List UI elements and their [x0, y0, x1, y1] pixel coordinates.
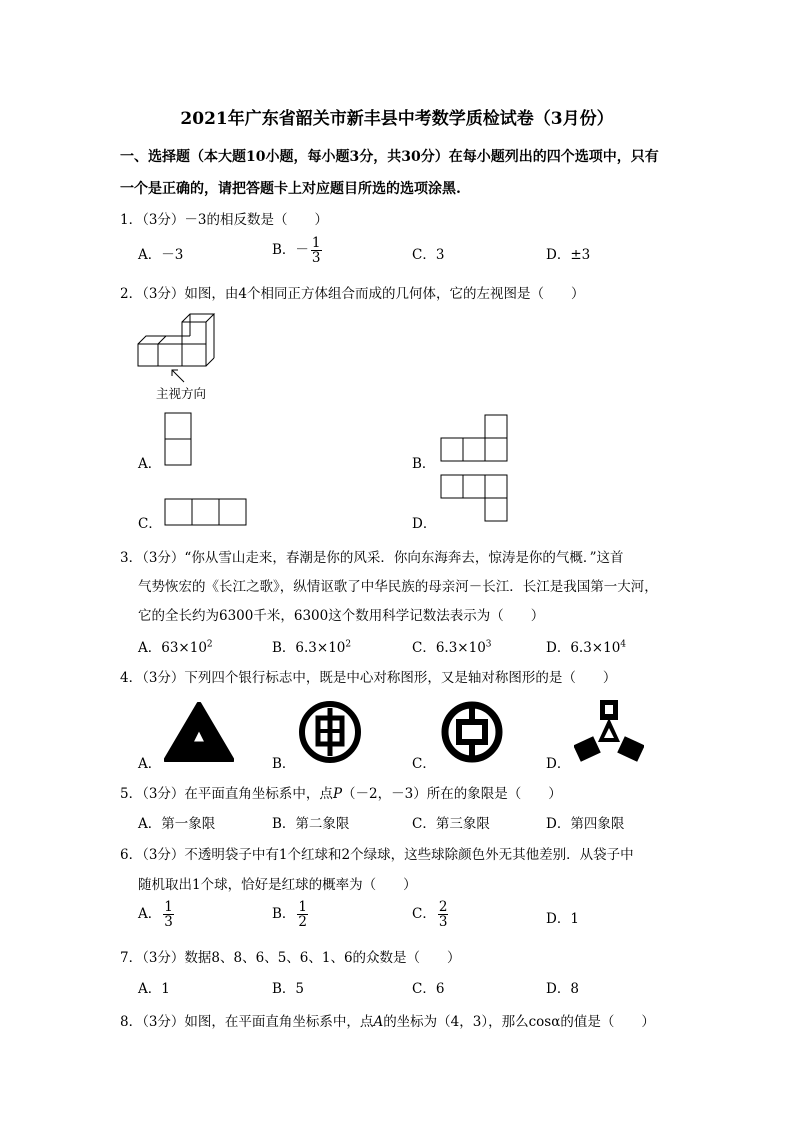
q2-option-c-figure: [164, 498, 247, 526]
section-heading-line1: 一、选择题（本大题10小题，每小题3分，共30分）在每小题列出的四个选项中，只有: [120, 149, 659, 165]
q2-option-d-figure: [440, 474, 508, 522]
q5-option-b: B．第二象限: [272, 816, 350, 832]
q4-option-a: A．: [138, 756, 162, 772]
question-4-stem: 4．（3分）下列四个银行标志中，既是中心对称图形，又是轴对称图形的是（ ）: [120, 670, 617, 686]
q1-option-d: D．±3: [546, 247, 591, 263]
q6-option-c: C． $\frac{2}{3}$: [412, 899, 448, 930]
q4-option-b: B．: [272, 756, 296, 772]
q3-option-d: D．$6.3\times 10^4$: [546, 639, 627, 656]
q4-logo-a-triangle-icon: [164, 702, 234, 762]
q2-option-d: D．: [412, 516, 437, 532]
question-6-stem-line1: 6．（3分）不透明袋子中有1个红球和2个绿球，这些球除颜色外无其他差别．从袋子中: [120, 847, 634, 863]
q2-solid-figure: [132, 310, 222, 385]
question-3-stem-line1: 3．（3分）“你从雪山走来，春潮是你的风采．你向东海奔去，惊涛是你的气概．”这首: [120, 550, 624, 566]
q7-option-d: D．8: [546, 981, 579, 997]
q7-option-c: C．6: [412, 981, 445, 997]
question-2-stem: 2．（3分）如图，由4个相同正方体组合而成的几何体，它的左视图是（ ）: [120, 286, 585, 302]
q2-option-b-figure: [440, 414, 508, 462]
q6-option-d: D．1: [546, 911, 579, 927]
q1-option-b: B．－ $\frac{1}{3}$: [272, 235, 321, 266]
question-6-stem-line2: 随机取出1个球，恰好是红球的概率为（ ）: [138, 877, 417, 893]
q1-option-c: C．3: [412, 247, 445, 263]
question-7-stem: 7．（3分）数据8、8、6、5、6、1、6的众数是（ ）: [120, 950, 461, 966]
q6-option-a: A． $\frac{1}{3}$: [138, 899, 173, 930]
q2-option-a-figure: [164, 412, 192, 466]
q4-option-d: D．: [546, 756, 571, 772]
q1-option-a: A．－3: [138, 247, 184, 263]
q4-logo-d-construction-icon: [574, 698, 644, 764]
q2-view-direction-label: 主视方向: [156, 386, 207, 401]
q4-logo-b-bank-icon: [298, 700, 362, 764]
q2-option-b: B．: [412, 456, 436, 472]
q3-option-b: B．$6.3\times 10^2$: [272, 639, 352, 656]
q4-option-c: C．: [412, 756, 436, 772]
q5-option-c: C．第三象限: [412, 816, 490, 832]
q2-option-a: A．: [138, 456, 162, 472]
q6-option-b: B． $\frac{1}{2}$: [272, 899, 308, 930]
q5-option-d: D．第四象限: [546, 816, 625, 832]
q3-option-a: A．$63\times 10^2$: [138, 639, 213, 656]
question-5-stem: 5．（3分）在平面直角坐标系中，点P（－2，－3）所在的象限是（ ）: [120, 786, 562, 802]
page-title: 2021年广东省韶关市新丰县中考数学质检试卷（3月份）: [180, 109, 614, 129]
q3-option-c: C．$6.3\times 10^3$: [412, 639, 492, 656]
section-heading-line2: 一个是正确的，请把答题卡上对应题目所选的选项涂黑.: [120, 181, 461, 197]
question-8-stem: 8．（3分）如图，在平面直角坐标系中，点A的坐标为（4，3），那么cosα的值是（ ）: [120, 1014, 655, 1030]
question-3-stem-line2: 气势恢宏的《长江之歌》，纵情讴歌了中华民族的母亲河－长江．长江是我国第一大河，: [138, 579, 658, 595]
q2-option-c: C．: [138, 516, 162, 532]
q7-option-a: A．1: [138, 981, 170, 997]
question-3-stem-line3: 它的全长约为6300千米，6300这个数用科学记数法表示为（ ）: [138, 608, 545, 624]
q4-logo-c-coin-icon: [440, 700, 504, 764]
q1-option-b-fraction: $\frac{1}{3}$: [311, 235, 321, 266]
q7-option-b: B．5: [272, 981, 305, 997]
q5-option-a: A．第一象限: [138, 816, 216, 832]
question-1-stem: 1．（3分）－3的相反数是（ ）: [120, 212, 329, 228]
